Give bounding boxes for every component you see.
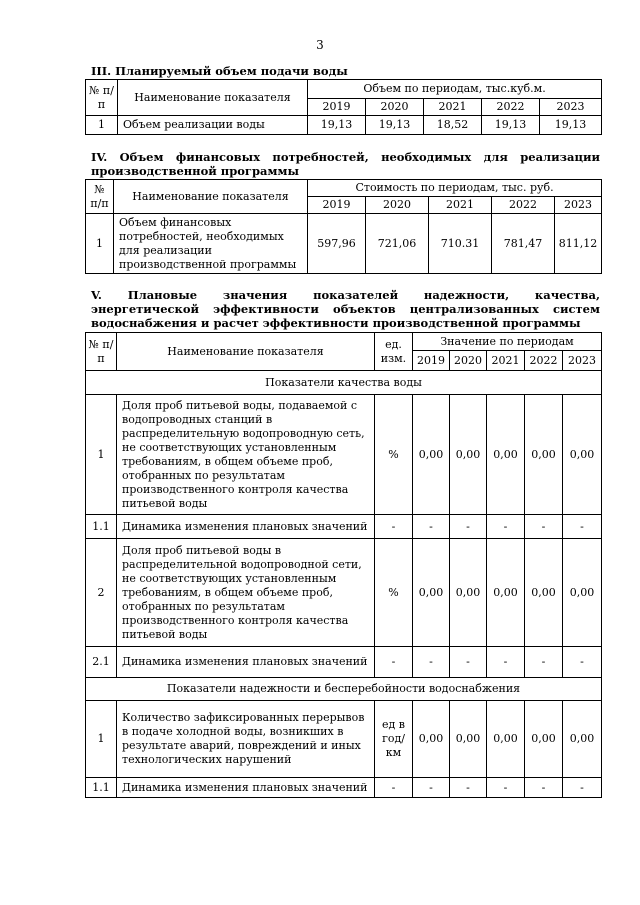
row-value: 19,13: [308, 116, 366, 135]
table-row: [86, 116, 602, 135]
year-header: 2020: [366, 197, 429, 214]
year-header: 2019: [308, 99, 366, 116]
row-unit: %: [375, 395, 413, 515]
row-value: 0,00: [563, 701, 602, 778]
year-header: 2021: [429, 197, 492, 214]
row-value: -: [413, 515, 450, 539]
row-value: 0,00: [413, 395, 450, 515]
col-unit-header: ед. изм.: [375, 333, 413, 371]
year-header: 2023: [563, 351, 602, 371]
row-value: 811,12: [555, 214, 602, 274]
col-num-header: № п/п: [86, 333, 117, 371]
row-name: Объем реализации воды: [118, 116, 308, 135]
row-unit: ед в год/ км: [375, 701, 413, 778]
row-value: -: [413, 778, 450, 798]
row-value: -: [450, 778, 487, 798]
row-num: 1: [86, 116, 118, 135]
table-row: [86, 778, 602, 798]
table-row: [86, 701, 602, 778]
col-group-header: Стоимость по периодам, тыс. руб.: [308, 180, 602, 197]
row-value: 0,00: [450, 539, 487, 647]
year-header: 2022: [525, 351, 563, 371]
row-value: 19,13: [540, 116, 602, 135]
row-name: Доля проб питьевой воды в распределительной водопроводной сети, не соответствующих установленным требованиям, в общем объеме проб, отобранных по результатам производственного контроля качества питьевой воды: [117, 539, 375, 647]
row-name: Объем финансовых потребностей, необходимых для реализации производственной программы: [114, 214, 308, 274]
col-num-header: № п/п: [86, 180, 114, 214]
section-4-heading: IV. Объем финансовых потребностей, необходимых для реализации производственной программы: [91, 150, 600, 178]
year-header: 2022: [492, 197, 555, 214]
table-row: [86, 647, 602, 678]
year-header: 2019: [413, 351, 450, 371]
row-value: 0,00: [413, 701, 450, 778]
row-value: 0,00: [450, 701, 487, 778]
section-3-heading: III. Планируемый объем подачи воды: [91, 64, 348, 78]
row-value: -: [413, 647, 450, 678]
row-unit: -: [375, 647, 413, 678]
year-header: 2021: [487, 351, 525, 371]
row-value: 0,00: [450, 395, 487, 515]
row-name: Количество зафиксированных перерывов в подаче холодной воды, возникших в результате аварий, повреждений и иных технологических нарушений: [117, 701, 375, 778]
row-value: 781,47: [492, 214, 555, 274]
row-value: 0,00: [413, 539, 450, 647]
row-value: 710.31: [429, 214, 492, 274]
row-num: 1: [86, 395, 117, 515]
row-value: -: [563, 647, 602, 678]
section-4-table: [85, 179, 602, 274]
row-name: Доля проб питьевой воды, подаваемой с водопроводных станций в распределительную водопроводную сеть, не соответствующих установленным требованиям, в общем объеме проб, отобранных по результатам производственного контроля качества питьевой воды: [117, 395, 375, 515]
row-unit: -: [375, 515, 413, 539]
row-unit: -: [375, 778, 413, 798]
row-name: Динамика изменения плановых значений: [117, 647, 375, 678]
section-5-heading: V. Плановые значения показателей надежности, качества, энергетической эффективности объектов централизованных систем водоснабжения и расчет эффективности производственной программы: [91, 288, 600, 330]
row-value: 597,96: [308, 214, 366, 274]
row-value: -: [450, 647, 487, 678]
col-num-header: № п/п: [86, 80, 118, 116]
col-name-header: Наименование показателя: [114, 180, 308, 214]
row-value: 0,00: [525, 395, 563, 515]
table-row: [86, 515, 602, 539]
row-value: -: [487, 778, 525, 798]
table-row: [86, 395, 602, 515]
row-value: 0,00: [525, 539, 563, 647]
row-value: 0,00: [525, 701, 563, 778]
year-header: 2022: [482, 99, 540, 116]
row-name: Динамика изменения плановых значений: [117, 515, 375, 539]
row-value: 19,13: [482, 116, 540, 135]
row-value: -: [487, 647, 525, 678]
row-value: 19,13: [366, 116, 424, 135]
row-value: 0,00: [563, 539, 602, 647]
row-num: 2.1: [86, 647, 117, 678]
year-header: 2023: [540, 99, 602, 116]
row-num: 2: [86, 539, 117, 647]
row-value: -: [563, 515, 602, 539]
year-header: 2019: [308, 197, 366, 214]
row-value: -: [525, 647, 563, 678]
year-header: 2023: [555, 197, 602, 214]
row-name: Динамика изменения плановых значений: [117, 778, 375, 798]
row-num: 1: [86, 701, 117, 778]
section-3-table: [85, 79, 602, 135]
row-unit: %: [375, 539, 413, 647]
row-value: 0,00: [487, 395, 525, 515]
table-row: [86, 214, 602, 274]
table-row: [86, 539, 602, 647]
col-name-header: Наименование показателя: [117, 333, 375, 371]
row-value: 0,00: [563, 395, 602, 515]
row-value: 0,00: [487, 701, 525, 778]
row-value: -: [525, 515, 563, 539]
row-num: 1.1: [86, 778, 117, 798]
row-value: 18,52: [424, 116, 482, 135]
year-header: 2020: [450, 351, 487, 371]
row-num: 1.1: [86, 515, 117, 539]
col-group-header: Объем по периодам, тыс.куб.м.: [308, 80, 602, 99]
row-value: -: [525, 778, 563, 798]
row-value: -: [563, 778, 602, 798]
page-number: 3: [316, 38, 324, 52]
year-header: 2020: [366, 99, 424, 116]
section-5-table: [85, 332, 602, 798]
row-value: 721,06: [366, 214, 429, 274]
year-header: 2021: [424, 99, 482, 116]
group-title: Показатели качества воды: [86, 371, 602, 395]
row-num: 1: [86, 214, 114, 274]
group-title: Показатели надежности и бесперебойности водоснабжения: [86, 678, 602, 701]
row-value: 0,00: [487, 539, 525, 647]
col-name-header: Наименование показателя: [118, 80, 308, 116]
col-group-header: Значение по периодам: [413, 333, 602, 351]
row-value: -: [487, 515, 525, 539]
row-value: -: [450, 515, 487, 539]
